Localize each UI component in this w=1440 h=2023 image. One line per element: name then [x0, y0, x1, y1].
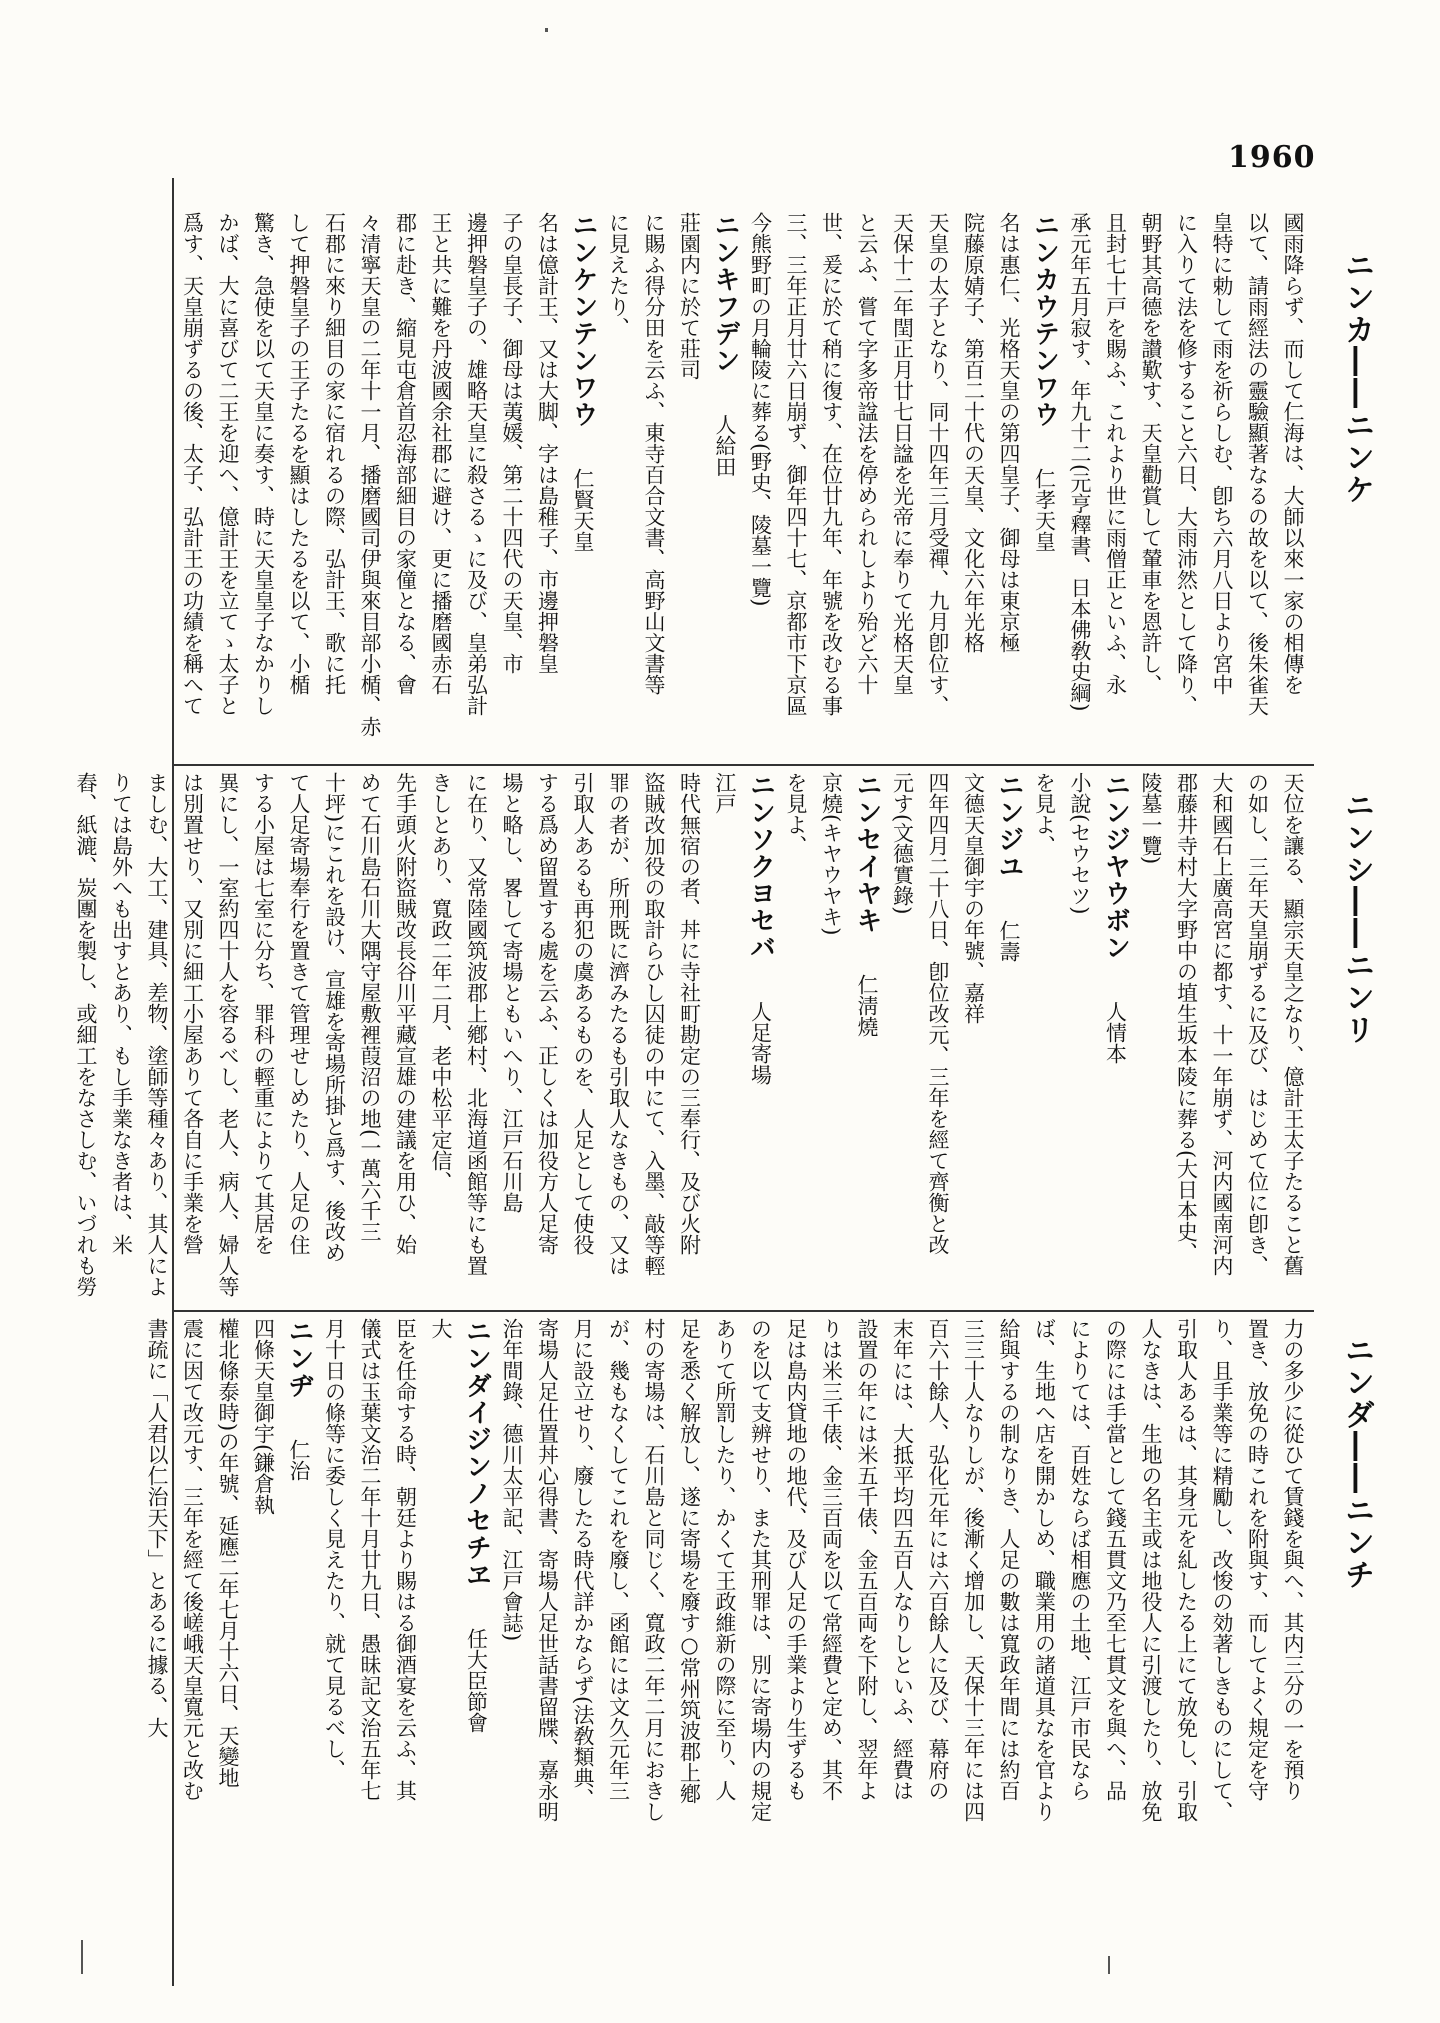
article-section-2 — [74, 772, 1310, 1304]
text-line: 十坪)にこれを設け、宣雄を寄場所掛と爲す、後改め — [322, 772, 347, 1264]
scan-speck — [545, 28, 548, 32]
text-line: 異にし、一室約四十人を容るべし、老人、病人、婦人等 — [216, 772, 240, 1297]
entry-kanji-label: 人給田 — [713, 414, 737, 477]
text-line: によりては、百姓ならば相應の土地、江戸市民なら — [1068, 1318, 1092, 1801]
text-line: が、幾もなくしてこれを廢し、函館には文久元年三 — [606, 1318, 631, 1801]
text-line: 人なきは、生地の名主或は地役人に引渡したり、放免 — [1139, 1318, 1163, 1822]
text-line: 末年には、大抵平均四五百人なりしといふ、經費は — [890, 1318, 915, 1801]
running-head-1: ニンカ――ニンケ — [1339, 250, 1374, 506]
scan-speck — [81, 1940, 83, 1974]
text-line: めて石川島石川大隅守屋敷裡葭沼の地(一萬六千三 — [358, 772, 382, 1243]
text-line: 今熊野町の月輪陵に葬る(野史、陵墓一覽) — [748, 212, 773, 607]
text-line: 國雨降らず、而して仁海は、大師以來一家の相傳を — [1281, 212, 1305, 695]
text-line: する爲め留置する處を云ふ、正しくは加役方人足寄 — [535, 772, 560, 1255]
entry-heading-line — [849, 772, 885, 1304]
entry-headword: ニンキフデン — [710, 212, 740, 374]
text-line: 大 — [429, 1318, 453, 1339]
text-line: 天位を讓る、顯宗天皇之なり、億計王太子たること舊 — [1281, 772, 1305, 1276]
text-line: 郡に赴き、縮見屯倉首忍海部細目の家僮となる、會 — [393, 212, 418, 695]
text-line: りては島外へも出すとあり、もし手業なき者は、米 — [109, 772, 134, 1255]
text-line: 々清寧天皇の二年十一月、播磨國司伊與來目部小楯、赤 — [358, 212, 382, 737]
text-line: 寄場人足仕置丼心得書、寄場人足世話書留牒、嘉永明 — [535, 1318, 560, 1822]
text-line: 子の皇長子、御母は荑媛、第二十四代の天皇、市 — [500, 212, 524, 674]
entry-heading-line — [1097, 772, 1133, 1304]
text-line: 震に因て改元す、三年を經て後嵯峨天皇寬元と改む — [180, 1318, 205, 1801]
entry-heading-line — [565, 212, 601, 760]
text-line: 治年間錄、德川太平記、江戸會誌) — [500, 1318, 524, 1642]
entry-kanji-label: 人情本 — [1103, 1001, 1128, 1064]
text-line: きしとあり、寬政二年二月、老中松平定信、 — [429, 772, 453, 1192]
running-head-2: ニンシ――ニンリ — [1339, 790, 1374, 1046]
entry-headword: ニンカウテンワウ — [1029, 212, 1060, 428]
text-line: 驚き、急使を以て天皇に奏す、時に天皇皇子なかりし — [251, 212, 276, 716]
entry-heading-line — [991, 772, 1027, 1304]
text-line: 元す(文德實錄) — [890, 772, 915, 915]
text-line: 天皇の太子となり、同十四年三月受禪、九月卽位す、 — [926, 212, 950, 716]
entry-headword: ニンセイヤキ — [852, 772, 882, 934]
text-line: ありて所罰したり、かくて王政維新の際に至り、人 — [713, 1318, 737, 1801]
entry-kanji-label: 仁治 — [287, 1439, 311, 1481]
running-head-3: ニンダ――ニンチ — [1339, 1335, 1374, 1591]
text-line: 四條天皇御宇(鎌倉執 — [251, 1318, 276, 1516]
text-line: 名は惠仁、光格天皇の第四皇子、御母は東京極 — [997, 212, 1021, 653]
text-line: する小屋は七室に分ち、罪科の輕重によりて其居を — [251, 772, 276, 1255]
text-line: 名は億計王、又は大脚、字は島稚子、市邊押磐皇 — [535, 212, 560, 674]
text-line: 四年四月二十八日、卽位改元、三年を經て齊衡と改 — [926, 772, 950, 1255]
text-line: 天保十二年閏正月廿七日諡を光帝に奉りて光格天皇 — [890, 212, 915, 695]
text-line: ましむ、大工、建具、差物、塗師等種々あり、其人によ — [145, 772, 169, 1297]
text-line: を見よ、 — [784, 772, 808, 856]
text-line: 月に設立せり、廢したる時代詳かならず(法敎類典、 — [571, 1318, 595, 1810]
text-line: 莊園内に於て莊司 — [677, 212, 702, 380]
section-divider-2 — [172, 1310, 1314, 1312]
entry-kanji-label: 仁孝天皇 — [1032, 468, 1057, 552]
text-line: ば、生地へ店を開かしめ、職業用の諸道具なを官より — [1032, 1318, 1057, 1822]
entry-headword: ニンジユ — [994, 772, 1024, 880]
entry-kanji-label: 任大臣節會 — [464, 1628, 489, 1733]
text-line: 足を悉く解放し、遂に寄場を廢す○常州筑波郡上鄕 — [677, 1318, 702, 1804]
text-line: 權北條泰時)の年號、延應二年七月十六日、天變地 — [216, 1318, 240, 1789]
text-line: て人足寄場奉行を置きて管理せしめたり、人足の住 — [287, 772, 311, 1255]
text-line: 小說(セウセツ) — [1068, 772, 1092, 915]
text-line: 江戸 — [713, 772, 737, 814]
text-line: 石郡に來り細目の家に宿れるの際、弘計王、歌に托 — [322, 212, 347, 695]
text-line: 三、三年正月廿六日崩ず、御年四十七、京都市下京區 — [784, 212, 808, 716]
entry-headword: ニンダイジンノセチヱ — [461, 1318, 492, 1588]
entry-headword: ニンジヤウボン — [1100, 772, 1131, 961]
article-section-3 — [145, 1318, 1310, 1978]
entry-kanji-label: 人足寄場 — [748, 1001, 773, 1085]
entry-kanji-label: 仁淸燒 — [855, 974, 879, 1037]
text-line: 村の寄場は、石川島と同じく、寬政二年二月におきし — [642, 1318, 666, 1822]
text-line: に在り、又常陸國筑波郡上鄕村、北海道函館等にも置 — [464, 772, 489, 1276]
text-line: 場と略し、畧して寄場ともいへり、江戸石川島 — [500, 772, 524, 1213]
scan-speck — [1108, 1956, 1110, 1974]
text-line: 邊押磐皇子の、雄略天皇に殺さるゝに及び、皇弟弘計 — [464, 212, 489, 716]
text-line: と云ふ、嘗て字多帝諡法を停められしより殆ど六十 — [855, 212, 879, 695]
entry-heading-line — [458, 1318, 494, 1978]
text-line: 且封七十戸を賜ふ、これより世に雨僧正といふ、永 — [1103, 212, 1128, 695]
text-line: の如し、三年天皇崩ずるに及び、はじめて位に卽き、 — [1245, 772, 1270, 1276]
text-line: 足は島内貸地の地代、及び人足の手業より生ずるも — [784, 1318, 808, 1801]
text-line: 世、爰に於て稍に復す、在位廿九年、年號を改むる事 — [819, 212, 844, 716]
entry-headword: ニンソクヨセバ — [745, 772, 776, 961]
text-line: 京燒(キヤウヤキ) — [819, 772, 844, 936]
entry-kanji-label: 仁賢天皇 — [571, 468, 595, 552]
text-line: 承元年五月寂す、年九十二(元亨釋書、日本佛敎史綱) — [1068, 212, 1092, 712]
entry-headword: ニンケンテンワウ — [568, 212, 598, 428]
entry-kanji-label: 仁壽 — [997, 920, 1021, 962]
text-line: 盜賊改加役の取計らひし囚徒の中にて、入墨、敲等輕 — [642, 772, 666, 1276]
text-line: 院藤原婧子、第百二十代の天皇、文化六年光格 — [961, 212, 986, 653]
text-line: は別置せり、又別に細工小屋ありて各自に手業を營 — [180, 772, 205, 1255]
text-line: 罪の者が、所刑既に濟みたるも引取人なきもの、又は — [606, 772, 631, 1276]
text-line: 百六十餘人、弘化元年には六百餘人に及び、幕府の — [926, 1318, 950, 1801]
text-line: 引取人あるも再犯の虞あるものを、人足として使役 — [571, 772, 595, 1255]
section-divider-1 — [172, 764, 1314, 766]
text-line: 引取人あるは、其身元を糺したる上にて放免し、引取 — [1174, 1318, 1199, 1822]
text-line: り、且手業等に精勵し、改悛の効著しきものにして、 — [1210, 1318, 1234, 1822]
text-line: 大和國石上廣高宮に都す、十一年崩ず、河内國南河内 — [1210, 772, 1234, 1276]
text-line: のを以て支辨せり、また其刑罪は、別に寄場内の規定 — [748, 1318, 773, 1822]
text-line: 給與するの制なりき、人足の數は寬政年間には約百 — [997, 1318, 1021, 1801]
entry-heading-line — [1026, 212, 1062, 760]
text-line: して押磐皇子の王子たるを顯はしたるを以て、小楯 — [287, 212, 311, 695]
text-line: に見えたり、 — [606, 212, 631, 338]
text-line: に賜ふ得分田を云ふ、東寺百合文書、高野山文書等 — [642, 212, 666, 695]
text-line: 臣を任命する時、朝廷より賜はる御酒宴を云ふ、其 — [393, 1318, 418, 1801]
text-line: 儀式は玉葉文治二年十月廿九日、愚昧記文治五年七 — [358, 1318, 382, 1801]
page-number: 1960 — [1228, 140, 1316, 175]
text-line: 先手頭火附盜賊改長谷川平藏宣雄の建議を用ひ、始 — [393, 772, 418, 1255]
entry-headword: ニンヂ — [284, 1318, 314, 1399]
text-line: 爲す、天皇崩ずるの後、太子、弘計王の功績を稱へて — [180, 212, 205, 716]
text-line: 力の多少に從ひて賃錢を與へ、其内三分の一を預り — [1281, 1318, 1305, 1801]
text-line: の際には手當として錢五貫文乃至七貫文を與へ、品 — [1103, 1318, 1128, 1801]
article-section-1 — [172, 212, 1310, 760]
text-line: に入りて法を修すること六日、大雨沛然として降り、 — [1174, 212, 1199, 716]
text-line: 舂、紙漉、炭團を製し、或細工をなさしむ、いづれも勞 — [74, 772, 98, 1297]
entry-heading-line — [281, 1318, 317, 1978]
entry-heading-line — [742, 772, 778, 1304]
text-line: 設置の年には米五千俵、金五百両を下附し、翌年よ — [855, 1318, 879, 1801]
text-line: りは米三千俵、金三百両を以て常經費と定め、其不 — [819, 1318, 844, 1801]
text-line: 王と共に難を丹波國余社郡に避け、更に播磨國赤石 — [429, 212, 453, 695]
text-line: 皇特に勅して雨を祈らしむ、卽ち六月八日より宮中 — [1210, 212, 1234, 695]
text-line: 月十日の條等に委しく見えたり、就て見るべし、 — [322, 1318, 347, 1780]
text-line: を見よ、 — [1032, 772, 1057, 856]
text-line: 置き、放免の時これを附與す、而してよく規定を守 — [1245, 1318, 1270, 1801]
text-line: 陵墓一覽) — [1139, 772, 1163, 865]
text-line: 以て、請雨經法の靈驗顯著なるの故を以て、後朱雀天 — [1245, 212, 1270, 716]
text-line: 郡藤井寺村大字野中の埴生坂本陵に葬る(大日本史、 — [1174, 772, 1199, 1264]
text-line: 文德天皇御宇の年號、嘉祥 — [961, 772, 986, 1024]
text-line: 時代無宿の者、丼に寺社町勘定の三奉行、及び火附 — [677, 772, 702, 1255]
text-line: 三三十人なりしが、後漸く增加し、天保十三年には四 — [961, 1318, 986, 1822]
text-line: 朝野其高德を讃歎す、天皇勸賞して輦車を恩許し、 — [1139, 212, 1163, 695]
text-line: かば、大に喜びて二王を迎へ、億計王を立てゝ太子と — [216, 212, 240, 716]
entry-heading-line — [707, 212, 743, 760]
text-line: 書疏に「人君以仁治天下」とあるに據る、大 — [145, 1318, 169, 1738]
